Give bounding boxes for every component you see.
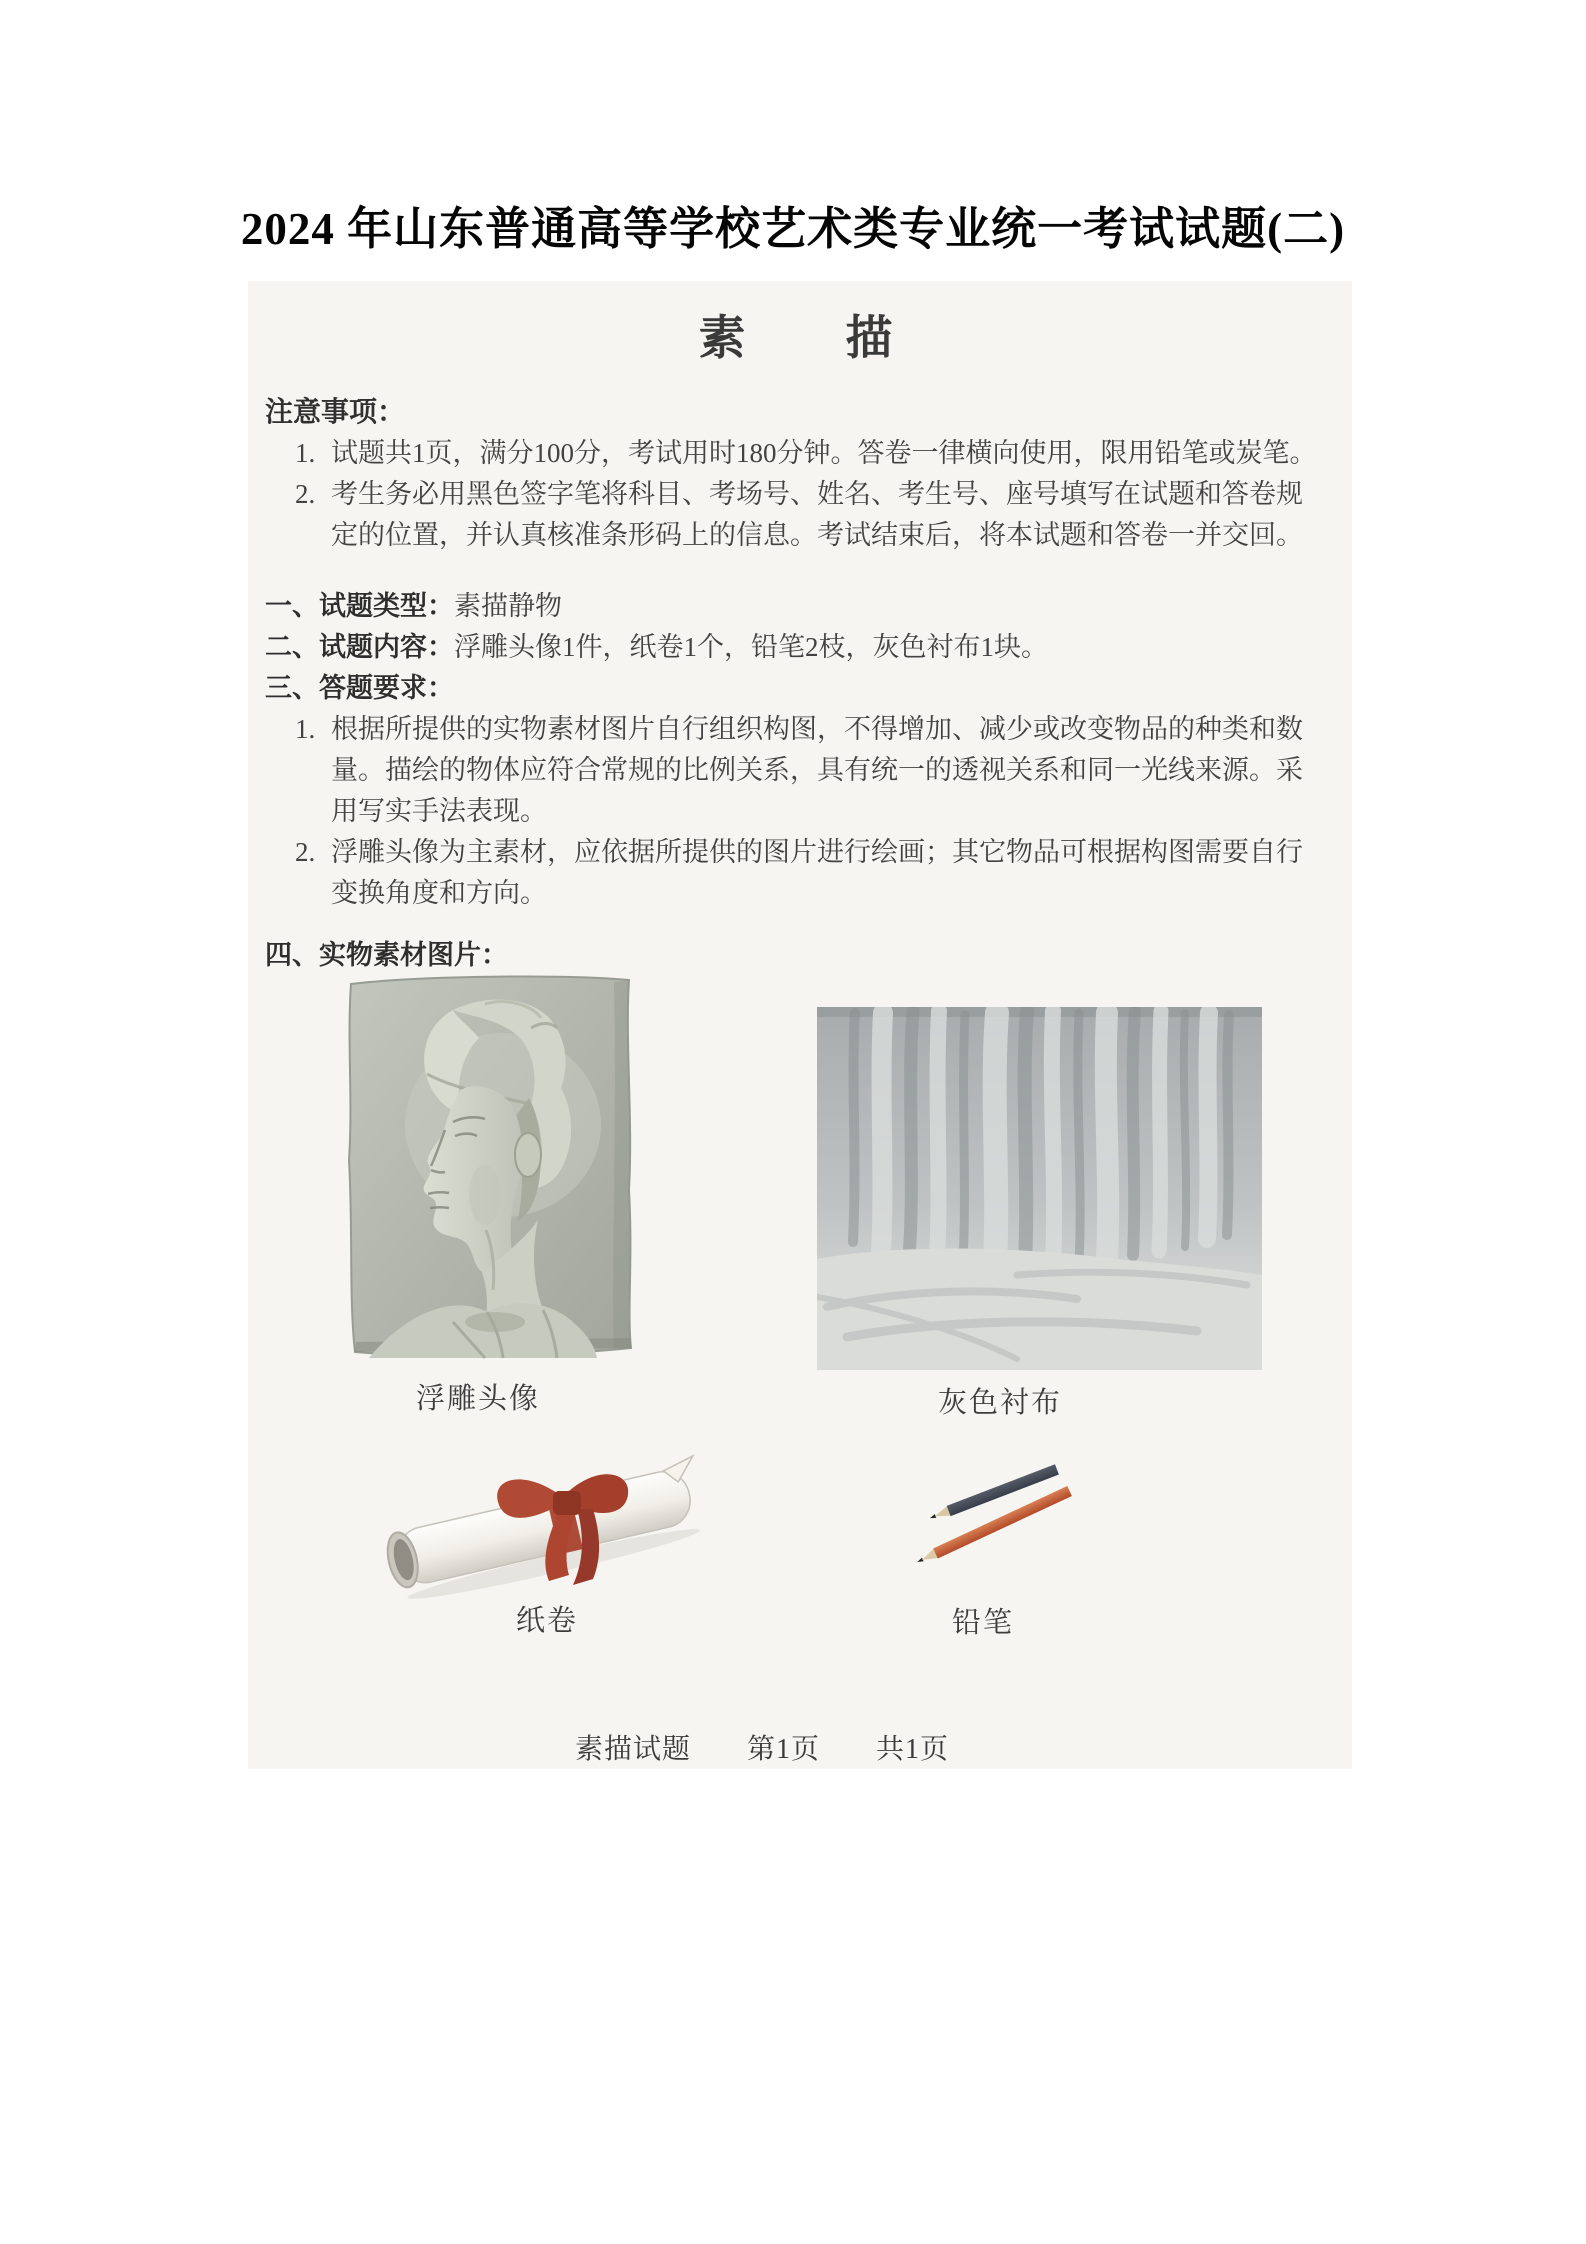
section-label: 二、 [265, 632, 319, 662]
gray-cloth-illustration [817, 1007, 1262, 1370]
section-requirements [265, 668, 1328, 709]
relief-head-photo [335, 970, 645, 1363]
footer-total-pages: 共1页 [876, 1734, 950, 1765]
section-type [265, 586, 1328, 627]
notice-block [265, 392, 1328, 556]
caption-pencils: 铅笔 [951, 1607, 1014, 1639]
requirement-item-text: 根据所提供的实物素材图片自行组织构图，不得增加、减少或改变物品的种类和数量。描绘的物体应符合常规的比例关系，具有统一的透视关系和同一光线来源。采用写实手法表现。 [331, 714, 1303, 826]
subject-title: 素 描 [698, 313, 895, 365]
caption-relief-head: 浮雕头像 [415, 1383, 540, 1415]
notice-item [295, 474, 1328, 556]
section-content: 浮雕头像1件，纸卷1个，铅笔2枝，灰色衬布1块。 [454, 632, 1048, 662]
section-title: 试题类型： [319, 591, 454, 621]
page-title: 2024 年山东普通高等学校艺术类专业统一考试试题(二) [240, 204, 1346, 254]
section-label: 一、 [265, 591, 319, 621]
requirement-item [295, 709, 1328, 832]
section-title: 实物素材图片： [319, 940, 508, 970]
requirement-item-text: 浮雕头像为主素材，应依据所提供的图片进行绘画；其它物品可根据构图需要自行变换角度和方向。 [331, 837, 1303, 908]
requirement-item-number: 1. [295, 714, 316, 744]
sections-block [265, 586, 1328, 976]
paper-roll-illustration [373, 1449, 718, 1604]
section-label: 四、 [265, 940, 319, 970]
footer-page-number: 第1页 [747, 1734, 821, 1765]
pencils-photo [903, 1461, 1093, 1586]
footer-doc-label: 素描试题 [575, 1734, 692, 1765]
notice-item-text: 试题共1页，满分100分，考试用时180分钟。答卷一律横向使用，限用铅笔或炭笔。 [331, 438, 1317, 468]
exam-text-column [248, 301, 1352, 976]
section-title: 答题要求： [319, 673, 454, 703]
dark-pencil [928, 1464, 1059, 1523]
section-content: 素描静物 [454, 591, 562, 621]
notice-item [295, 433, 1328, 474]
gray-cloth-photo [817, 1007, 1262, 1370]
caption-gray-cloth: 灰色衬布 [937, 1387, 1062, 1419]
section-content-list [265, 627, 1328, 668]
notice-item-number: 2. [295, 479, 316, 509]
paper-roll-photo [373, 1449, 718, 1604]
notice-item-text: 考生务必用黑色签字笔将科目、考场号、姓名、考生号、座号填写在试题和答卷规定的位置，并认真核准条形码上的信息。考试结束后，将本试题和答卷一并交回。 [331, 479, 1303, 550]
requirement-item-number: 2. [295, 837, 316, 867]
pencils-illustration [903, 1461, 1093, 1586]
notice-heading: 注意事项： [265, 397, 406, 428]
scanned-exam-page [248, 281, 1352, 1769]
page-footer [575, 1727, 949, 1767]
requirement-item [295, 832, 1328, 914]
section-title: 试题内容： [319, 632, 454, 662]
section-label: 三、 [265, 673, 319, 703]
caption-paper-roll: 纸卷 [515, 1605, 578, 1637]
notice-item-number: 1. [295, 438, 316, 468]
relief-head-illustration [335, 970, 645, 1363]
